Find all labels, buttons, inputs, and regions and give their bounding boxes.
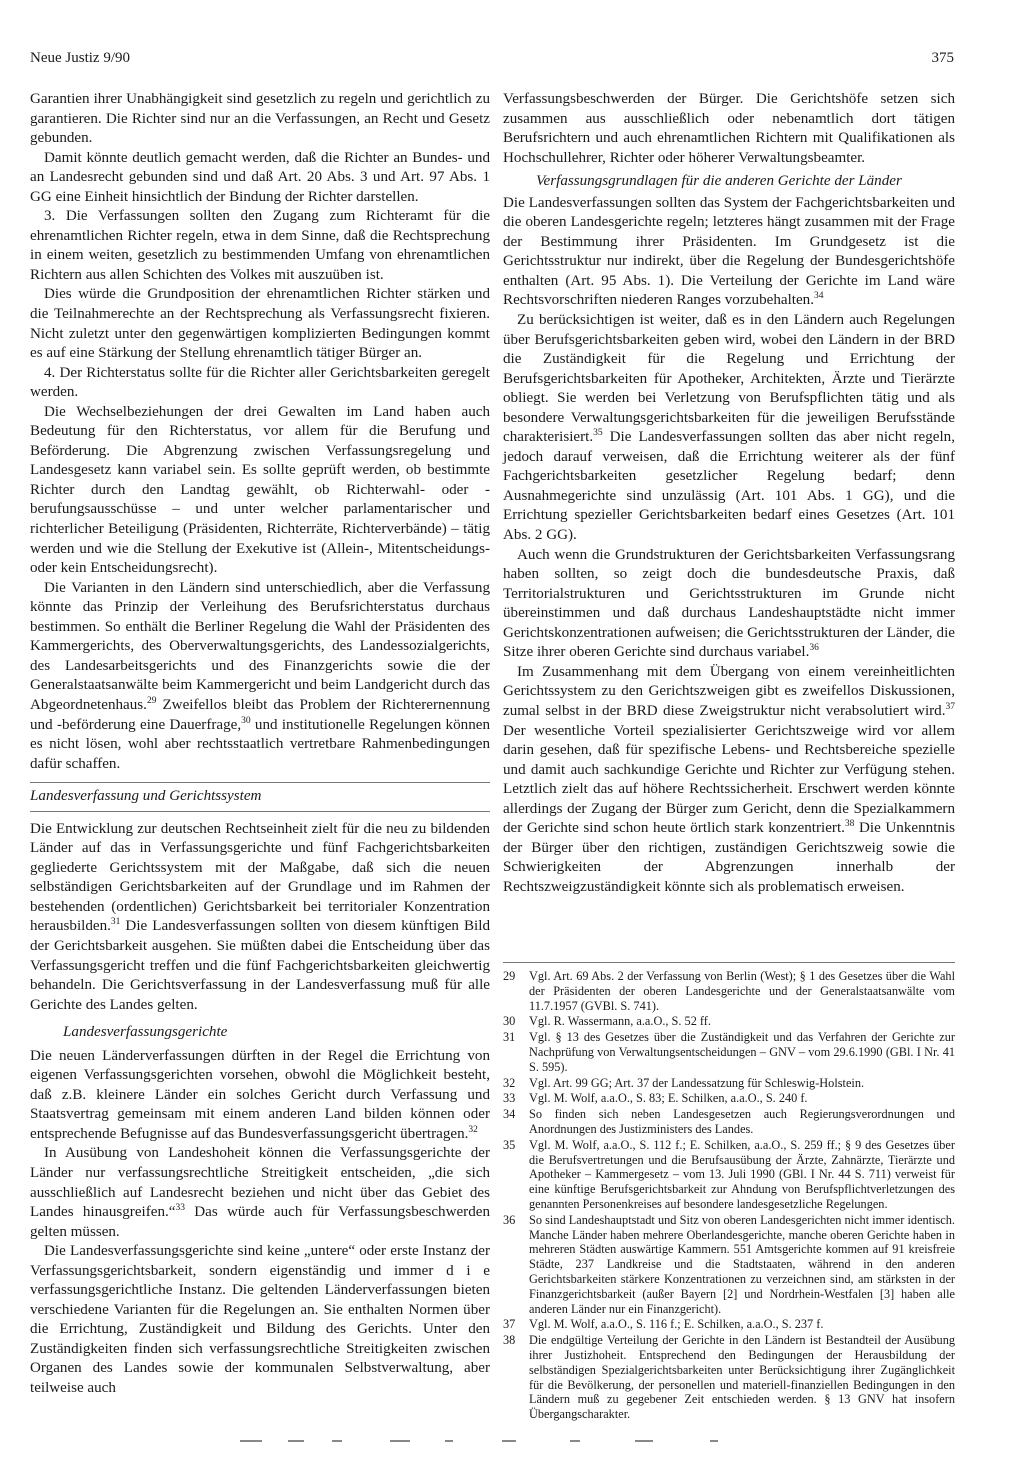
paragraph: Garantien ihrer Unabhängigkeit sind gesetzlich zu regeln und gerichtlich zu garantieren. Die Richter sind nur an die Verfassungen, an Recht und Gesetz gebunden. — [30, 91, 490, 147]
paragraph: In Ausübung von Landeshoheit können die Verfassungsgerichte der Länder nur verfassungsrechtliche Streitigkeit entscheiden, „die sich ausschließlich auf Landesrecht beziehen und nicht über das Gebiet des Landes hinausgreifen.“$^{33}$ Das würde auch für Verfassungsbeschwerden gelten müssen. — [30, 1145, 490, 1240]
footnote-number: 30 — [503, 1014, 516, 1029]
footnote-number: 31 — [503, 1030, 516, 1045]
footnote-text: Die endgültige Verteilung der Gerichte in den Ländern ist Bestandteil der Ausübung ihrer Justizhoheit. Entsprechend den Bedingungen der Herausbildung der selbständigen Spezialgerichtsbarkeiten unter Berücksichtigung ihrer Zugänglichkeit für die Bevölkerung, der personellen und materiell-finanziellen Bedingungen in den Ländern muß zu gegebener Zeit entschieden werden. § 13 GNV hat insofern Übergangscharakter. — [529, 1333, 955, 1422]
footnote-text: Vgl. M. Wolf, a.a.O., S. 83; E. Schilken, a.a.O., S. 240 f. — [529, 1091, 808, 1106]
section-heading: Landesverfassungsgerichte — [63, 1024, 228, 1041]
footnote-number: 34 — [503, 1107, 516, 1122]
footnote — [503, 1213, 955, 1317]
footnote-ref: 37 — [945, 701, 955, 712]
journal-title: Neue Justiz 9/90 — [30, 50, 130, 66]
footnote-text: So finden sich neben Landesgesetzen auch Regierungsverordnungen und Anordnungen des Justizministers des Landes. — [529, 1107, 955, 1136]
footnote-number: 38 — [503, 1333, 516, 1348]
footnote — [503, 1030, 955, 1074]
footnote — [503, 1076, 955, 1091]
footnote-ref: 31 — [110, 917, 121, 928]
page-number: 375 — [931, 50, 954, 66]
footnote-number: 35 — [503, 1137, 516, 1152]
paragraph: Die neuen Länderverfassungen dürften in der Regel die Errichtung von eigenen Verfassungsgerichten vorsehen, obwohl die Möglichkeit besteht, daß z.B. kleinere Länder ein solches Gericht durch Verfassung und Staatsvertrag gemeinsam mit einem anderen Land bilden können oder entsprechende Befugnisse auf das Bundesverfassungsgericht übertragen.$^{32}$ — [30, 1047, 490, 1142]
paragraph: 3. Die Verfassungen sollten den Zugang zum Richteramt für die ehrenamtlichen Richter regeln, etwa in dem Sinne, daß die Rechtsprechung in einem weiten, gesetzlich zu bestimmenden Umfang von ehrenamtlichen Richtern aus allen Schichten des Volkes mit auszuüben ist. — [30, 208, 490, 283]
paragraph: Im Zusammenhang mit dem Übergang von einem vereinheitlichten Gerichtssystem zu den Gerichtszweigen gibt es zweifellos Diskussionen, zumal selbst in der BRD diese Zweigstruktur nicht verabsolutiert wird.$^{37}$ Der wesentliche Vorteil spezialisierter Gerichtszweige wird vor allem darin gesehen, daß für spezifische Lebens- und Rechtsbereiche spezielle und damit auch sachkundige Gerichte und Richter zur Verfügung stehen. Letztlich zielt das auf höhere Rechtssicherheit. Erschwert werden könnte allerdings der Zugang der Bürger zum Gericht, denn die Spezialkammern der Gerichte sind schon heute örtlich stark konzentriert.$^{38}$ Die Unkenntnis der Bürger über den richtigen, zuständigen Gerichtszweig sowie die Schwierigkeiten der Abgrenzungen innerhalb der Rechtszweigzuständigkeit könnte sich als problematisch erweisen. — [503, 663, 956, 895]
footnote — [503, 1091, 955, 1106]
page-header — [30, 50, 954, 74]
footnote-number: 37 — [503, 1317, 516, 1332]
footnote-ref: 32 — [468, 1124, 478, 1135]
paragraph: Auch wenn die Grundstrukturen der Gerichtsbarkeiten Verfassungsrang haben sollten, so zeigt doch die bundesdeutsche Praxis, daß Territorialstrukturen und Gerichtsstrukturen im Grunde nicht übereinstimmen und daß durchaus Landeshauptstädte nicht immer Gerichtskonzentrationen aufweisen; die Gerichtsstrukturen der Länder, die Sitze ihrer oberen Gerichte sind durchaus variabel.$^{36}$ — [503, 546, 955, 661]
footnote — [503, 1014, 955, 1029]
scan-artifacts — [240, 1440, 740, 1444]
footnote-number: 36 — [503, 1212, 516, 1227]
right-column — [503, 90, 955, 897]
paragraph: Damit könnte deutlich gemacht werden, daß die Richter an Bundes- und an Landesrecht gebunden sind und daß Art. 20 Abs. 3 und Art. 97 Abs. 1 GG eine Einheit hinsichtlich der Bindung der Richter darstellen. — [30, 149, 490, 205]
section-heading: Verfassungsgrundlagen für die anderen Gerichte der Länder — [536, 173, 902, 190]
paragraph: Die Landesverfassungen sollten das System der Fachgerichtsbarkeiten und die oberen Landesgerichte regeln; letzteres hängt zusammen mit der Frage der Bestimmung ihrer Präsidenten. Im Grundgesetz ist die Gerichtsstruktur nur indirekt, über die Regelung der Bundesgerichtshöfe enthalten (Art. 95 Abs. 1). Die Verteilung der Gerichte im Land wäre Rechtsvorschriften niederen Ranges vorzubehalten.$^{34}$ — [503, 194, 955, 309]
paragraph: Die Varianten in den Ländern sind unterschiedlich, aber die Verfassung könnte das Prinzip der Verleihung des Berufsrichterstatus durchaus bestimmen. So enthält die Berliner Regelung die Wahl der Präsidenten des Kammergerichts, des Oberverwaltungsgerichts, des Landessozialgerichts, des Landesarbeitsgerichts und des Finanzgerichts sowie die der Generalstaatsanwälte beim Kammergericht und beim Landgericht durch das Abgeordnetenhaus.$^{29}$ Zweifellos bleibt das Problem der Richterernennung und -beförderung eine Dauerfrage,$^{30}$ und institutionelle Regelungen können es nicht lösen, wohl aber rechtsstaatlich vertretbare Rahmenbedingungen dafür schaffen. — [30, 579, 490, 772]
footnote-text: Vgl. M. Wolf, a.a.O., S. 112 f.; E. Schilken, a.a.O., S. 259 ff.; § 9 des Gesetzes über die Berufsvertretungen und die Berufsausübung der Ärzte, Zahnärzte, Tierärzte und Apotheker – Kammergesetz – vom 13. Juli 1990 (GBl. I Nr. 44 S. 711) verweist für eine künftige Berufsgerichtsbarkeit zur Ahndung von Berufspflichtverletzungen des genannten Personenkreises auf besondere landesgesetzliche Regelungen. — [529, 1137, 955, 1211]
paragraph: Verfassungsbeschwerden der Bürger. Die Gerichtshöfe setzen sich zusammen aus ausschließlich oder nebenamtlich dort tätigen Berufsrichtern und auch ehrenamtlichen Richtern mit Qualifikationen als Hochschullehrer, Richter oder höherer Verwaltungsbeamter. — [503, 91, 955, 166]
paragraph: Die Entwicklung zur deutschen Rechtseinheit zielt für die neu zu bildenden Länder auf das in Verfassungsgerichte und fünf Fachgerichtsbarkeiten gegliederte Gerichtssystem mit der Maßgabe, daß sich die neuen selbständigen Gerichtsbarkeiten auf der Grundlage und im Rahmen der bestehenden (ordentlichen) Gerichtsbarkeit bei territorialer Konzentration herausbilden.$^{31}$ Die Landesverfassungen sollten von diesem künftigen Bild der Gerichtsbarkeit ausgehen. Sie müßten dabei die Entscheidung über das Verfassungsgericht treffen und die fünf Fachgerichtsbarkeiten gleichwertig behandeln. Die Gerichtsverfassung in der Landesverfassung muß für alle Gerichte des Landes gelten. — [30, 820, 490, 1013]
paragraph: Zu berücksichtigen ist weiter, daß es in den Ländern auch Regelungen über Berufsgerichtsbarkeiten geben wird, wobei den Ländern in der BRD die Zuständigkeit für die Regelung und Errichtung der Berufsgerichtsbarkeiten für Apotheker, Architekten, Ärzte und Tierärzte obliegt. Sie werden bei Verletzung von Berufspflichten tätig und als besondere Verwaltungsgerichtsbarkeiten für die jeweiligen Berufsstände charakterisiert.$^{35}$ Die Landesverfassungen sollten das aber nicht regeln, jedoch darauf verweisen, daß die Errichtung weiterer als der fünf Fachgerichtsbarkeiten gesetzlicher Regelung bedarf; denn Ausnahmegerichte sind unzulässig (Art. 101 Abs. 1 GG), und die Errichtung spezieller Gerichtsbarkeiten bedarf eines Gesetzes (Art. 101 Abs. 2 GG). — [503, 312, 955, 544]
footnote-number: 33 — [503, 1091, 516, 1106]
footnote — [503, 1138, 955, 1212]
footnote-ref: 38 — [844, 819, 855, 830]
paragraph: Die Landesverfassungsgerichte sind keine „untere“ oder erste Instanz der Verfassungsgerichtsbarkeit, sondern eigenständig und immer d i e verfassungsgerichtliche Instanz. Die geltenden Länderverfassungen bieten verschiedene Varianten für die Regelungen an. Sie enthalten Normen über die Errichtung, Zuständigkeit und Bildung des Gerichts. Unter den Zuständigkeiten finden sich verfassungsrechtliche Streitigkeiten zwischen Organen des Landes sowie der kommunalen Selbstverwaltung, aber teilweise auch — [30, 1243, 490, 1396]
paragraph: Die Wechselbeziehungen der drei Gewalten im Land haben auch Bedeutung für den Richterstatus, vor allem für die Berufung und Beförderung. Die Abgrenzung zwischen Verfassungsregelung und Landesgesetz kann variabel sein. Es sollte geprüft werden, ob bestimmte Richter durch den Landtag gewählt, ob Richterwahl- oder -berufungsausschüsse – und unter welcher parlamentarischer und richterlicher Beteiligung (Präsidenten, Richterräte, Richterverbände) – tätig werden und wie die Stellung der Exekutive ist (Allein-, Mitentscheidungs- oder kein Entscheidungsrecht). — [30, 403, 490, 577]
footnote-number: 32 — [503, 1075, 516, 1090]
footnote-ref: 36 — [809, 643, 819, 654]
footnote-number: 29 — [503, 969, 516, 983]
footnote-text: Vgl. § 13 des Gesetzes über die Zuständigkeit und das Verfahren der Gerichte zur Nachprüfung von Verwaltungsentscheidungen – GNV – vom 29.6.1990 (GBl. I Nr. 41 S. 595). — [529, 1030, 955, 1074]
footnote-text: Vgl. Art. 69 Abs. 2 der Verfassung von Berlin (West); § 1 des Gesetzes über die Wahl der Präsidenten der oberen Landesgerichte und der Generalstaatsanwälte vom 11.7.1957 (GVBl. S. 741). — [529, 969, 955, 1013]
footnote-ref: 29 — [146, 695, 157, 706]
left-column — [30, 90, 490, 1399]
footnote — [503, 1333, 955, 1422]
section-heading: Landesverfassung und Gerichtssystem — [30, 782, 490, 812]
footnote — [503, 1107, 955, 1137]
footnote — [503, 1317, 955, 1332]
footnote-ref: 33 — [175, 1203, 185, 1214]
footnote — [503, 969, 955, 1013]
paragraph: 4. Der Richterstatus sollte für die Richter aller Gerichtsbarkeiten geregelt werden. — [30, 364, 490, 401]
footnote-text: So sind Landeshauptstadt und Sitz von oberen Landesgerichten nicht immer identisch. Manche Länder haben mehrere Oberlandesgerichte, manche oberen Gerichte haben in mehreren Städten auswärtige Kammern. 551 Amtsgerichte kommen auf 91 kreisfreie Städte, 237 Landkreise und die Stadtstaaten, während in den anderen Gerichtsbarkeiten stärkere Konzentrationen zu verzeichnen sind, am stärksten in der Finanzgerichtsbarkeit (außer Bayern [2] und Nordrhein-Westfalen [3] haben alle anderen Länder nur ein Finanzgericht). — [529, 1212, 955, 1316]
footnotes — [503, 962, 955, 1423]
footnote-ref: 34 — [813, 291, 824, 302]
footnote-text: Vgl. Art. 99 GG; Art. 37 der Landessatzung für Schleswig-Holstein. — [529, 1075, 865, 1090]
footnote-text: Vgl. M. Wolf, a.a.O., S. 116 f.; E. Schilken, a.a.O., S. 237 f. — [529, 1317, 824, 1332]
footnote-ref: 35 — [593, 428, 603, 439]
paragraph: Dies würde die Grundposition der ehrenamtlichen Richter stärken und die Teilnahmerechte an der Rechtsprechung als Verfassungsrecht fixieren. Nicht zuletzt unter den gegenwärtigen komplizierten Bedingungen kommt es auf eine Stärkung der Stellung ehrenamtlich tätiger Bürger an. — [30, 286, 490, 362]
footnote-text: Vgl. R. Wassermann, a.a.O., S. 52 ff. — [529, 1014, 711, 1029]
footnote-ref: 30 — [241, 715, 251, 726]
